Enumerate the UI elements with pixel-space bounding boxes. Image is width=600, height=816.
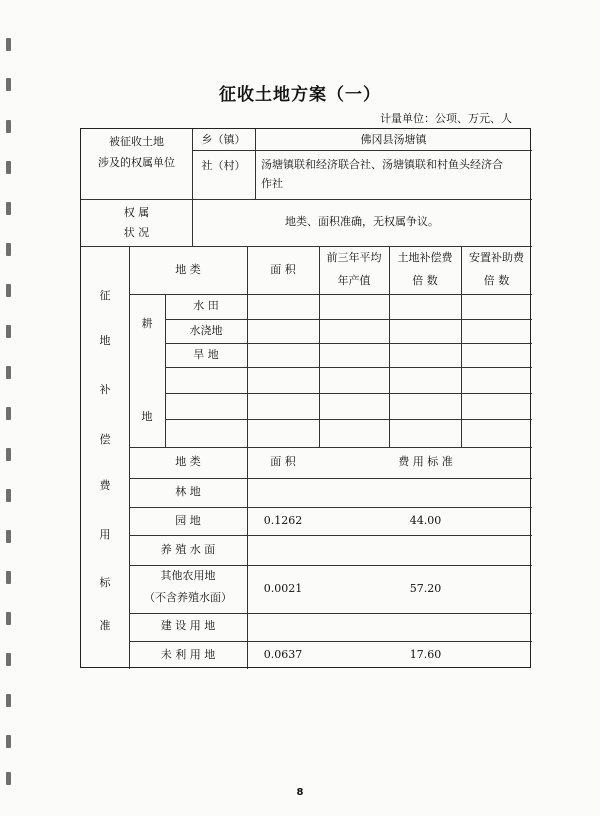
land-comp-header-1: 土地补偿费 <box>397 251 453 264</box>
township-label: 乡（镇） <box>201 133 246 146</box>
side-label-char: 用 <box>99 528 111 541</box>
side-label-char: 标 <box>99 576 111 589</box>
other-row-type-line2: （不含养殖水面） <box>144 591 232 604</box>
other-area-header: 面 积 <box>270 455 296 468</box>
side-label-char: 准 <box>99 619 111 632</box>
other-row-standard: 57.20 <box>409 582 442 595</box>
village-label: 社（村） <box>201 159 246 172</box>
land-comp-header-2: 倍 数 <box>412 274 438 287</box>
resettle-header-1: 安置补助费 <box>469 251 524 264</box>
page-title: 征收土地方案（一） <box>219 85 381 105</box>
other-row-area: 0.1262 <box>263 514 303 527</box>
cultivated-row-type: 水 田 <box>193 299 219 312</box>
rights-value: 地类、面积准确，无权属争议。 <box>285 215 439 228</box>
owner-unit-label-2: 涉及的权属单位 <box>98 156 175 169</box>
standard-header: 费 用 标 准 <box>398 455 453 468</box>
binding-holes <box>6 30 16 790</box>
cultivated-label-top: 耕 <box>141 317 153 330</box>
side-label-char: 补 <box>99 383 111 396</box>
other-row-type: 未 利 用 地 <box>160 648 216 661</box>
side-label-char: 征 <box>99 289 111 302</box>
other-row-type: 养 殖 水 面 <box>160 543 216 556</box>
land-acquisition-table <box>80 128 531 668</box>
cultivated-area-header: 面 积 <box>270 263 296 276</box>
cultivated-label-bottom: 地 <box>141 410 153 423</box>
avg-output-header-1: 前三年平均 <box>326 251 382 264</box>
page-number: 8 <box>296 787 304 798</box>
rights-label-2: 状 况 <box>123 226 150 239</box>
side-label-char: 费 <box>99 479 111 492</box>
village-value-line1: 汤塘镇联和经济联合社、汤塘镇联和村鱼头经济合 <box>261 158 503 171</box>
other-row-standard: 17.60 <box>409 648 442 661</box>
cultivated-type-header: 地 类 <box>175 263 201 276</box>
side-label-char: 偿 <box>99 433 111 446</box>
other-row-type: 林 地 <box>175 485 201 498</box>
other-type-header: 地 类 <box>175 455 201 468</box>
resettle-header-2: 倍 数 <box>483 274 510 287</box>
cultivated-row-type: 旱 地 <box>193 348 219 361</box>
other-row-standard: 44.00 <box>409 514 442 527</box>
village-value-line2: 作社 <box>261 177 283 190</box>
side-label-char: 地 <box>99 334 111 347</box>
rights-label-1: 权 属 <box>123 206 150 219</box>
other-row-type: 建 设 用 地 <box>160 619 216 632</box>
other-row-area: 0.0021 <box>263 582 303 595</box>
owner-unit-label-1: 被征收土地 <box>109 135 164 148</box>
avg-output-header-2: 年产值 <box>337 274 371 287</box>
other-row-type: 园 地 <box>175 514 201 527</box>
other-row-area: 0.0637 <box>263 648 303 661</box>
cultivated-row-type: 水浇地 <box>189 324 223 337</box>
unit-label: 计量单位：公项、万元、人 <box>380 112 512 125</box>
township-value: 佛冈县汤塘镇 <box>360 133 427 146</box>
other-row-type-line1: 其他农用地 <box>160 569 216 582</box>
